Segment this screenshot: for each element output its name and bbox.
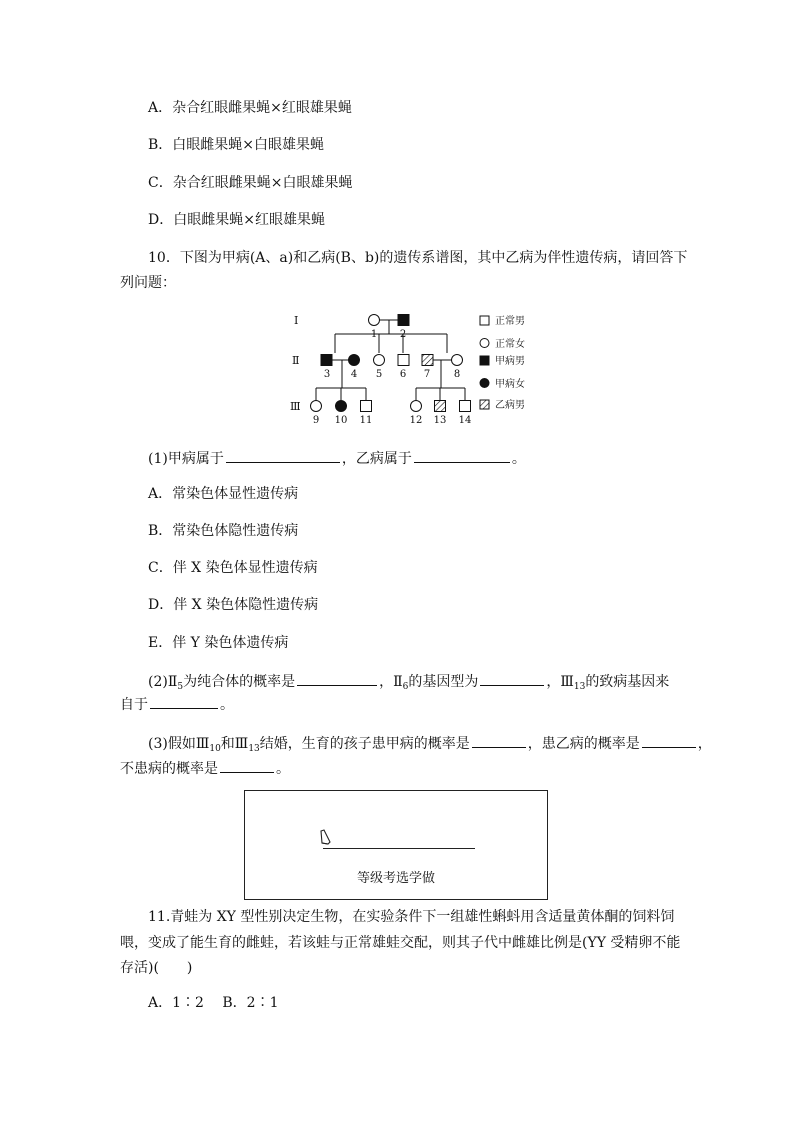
gen-label-1: Ⅰ <box>294 314 299 327</box>
id-2: 2 <box>399 329 407 340</box>
pedigree-diagram <box>280 306 540 428</box>
q9-option-d: D．白眼雌果蝇×红眼雄果蝇 <box>148 212 325 228</box>
person-7 <box>422 355 433 366</box>
id-3: 3 <box>323 369 331 380</box>
person-14 <box>460 401 471 412</box>
person-1 <box>369 315 380 326</box>
q10-part3-line1: (3)假如$Ⅲ_{10}$和$Ⅲ_{13}$结婚，生育的孩子患甲病的概率是 ，患乙病的概率是 ， <box>148 733 712 754</box>
person-11 <box>361 401 372 412</box>
q10-stem-line1: 10．下图为甲病(A、a)和乙病(B、b)的遗传系谱图，其中乙病为伴性遗传病，请回答下 <box>148 250 688 266</box>
legend-disease-a-female: 甲病女 <box>495 379 525 390</box>
person-10 <box>336 401 347 412</box>
id-9: 9 <box>312 415 320 426</box>
id-4: 4 <box>350 369 358 380</box>
section-title: 等级考选学做 <box>356 871 435 886</box>
id-1: 1 <box>370 329 378 340</box>
id-8: 8 <box>453 369 461 380</box>
q11-line2: 喂，变成了能生育的雌蛙，若该蛙与正常雄蛙交配，则其子代中雌雄比例是(YY 受精卵不能 <box>120 935 681 951</box>
pencil-icon <box>319 829 333 847</box>
answer-blank[interactable] <box>480 671 544 686</box>
q11-options: A．1∶2 B．2∶1 <box>148 995 279 1011</box>
id-12: 12 <box>409 415 423 426</box>
q11-line1: 11.青蛙为 XY 型性别决定生物，在实验条件下一组雄性蝌蚪用含适量黄体酮的饲料饲 <box>148 909 675 925</box>
q10-option-e: E．伴 Y 染色体遗传病 <box>148 635 289 651</box>
q10-option-b: B．常染色体隐性遗传病 <box>148 523 299 539</box>
legend-disease-a-female-symbol <box>480 379 489 388</box>
q9-option-b: B．白眼雌果蝇×白眼雄果蝇 <box>148 137 325 153</box>
gen-label-2: Ⅱ <box>292 354 300 367</box>
q9-option-a: A．杂合红眼雌果蝇×红眼雄果蝇 <box>148 100 352 116</box>
answer-blank[interactable] <box>642 733 696 748</box>
person-3 <box>321 355 332 366</box>
legend-disease-a-male: 甲病男 <box>495 356 525 367</box>
person-2 <box>398 315 409 326</box>
answer-blank[interactable] <box>297 671 377 686</box>
legend-normal-male: 正常男 <box>495 316 525 327</box>
legend-disease-b-male-symbol <box>480 400 489 409</box>
q10-option-d: D．伴 X 染色体隐性遗传病 <box>148 597 319 613</box>
q10-option-c: C．伴 X 染色体显性遗传病 <box>148 560 318 576</box>
answer-blank[interactable] <box>472 733 526 748</box>
person-13 <box>435 401 446 412</box>
q10-part1: (1)甲病属于 ，乙病属于 。 <box>148 448 526 469</box>
person-9 <box>311 401 322 412</box>
legend-normal-male-symbol <box>480 316 489 325</box>
person-8 <box>452 355 463 366</box>
person-4 <box>349 355 360 366</box>
id-7: 7 <box>423 369 431 380</box>
q10-stem-line2: 列问题： <box>120 275 176 291</box>
id-5: 5 <box>375 369 383 380</box>
legend-disease-a-male-symbol <box>480 356 489 365</box>
id-14: 14 <box>458 415 472 426</box>
person-5 <box>374 355 385 366</box>
legend-disease-b-male: 乙病男 <box>495 400 525 411</box>
q10-option-a: A．常染色体显性遗传病 <box>148 486 299 502</box>
q10-part2-line1: $(2)Ⅱ_5$为纯合体的概率是 ，$Ⅱ_6$的基因型为 ，$Ⅲ_{13}$的致病基因来 <box>148 671 669 692</box>
gen-label-3: Ⅲ <box>290 400 301 413</box>
q10-part2-line2: 自于 。 <box>120 694 234 715</box>
answer-blank[interactable] <box>226 448 340 463</box>
person-12 <box>411 401 422 412</box>
id-13: 13 <box>433 415 447 426</box>
id-6: 6 <box>399 369 407 380</box>
q10-part3-line2: 不患病的概率是 。 <box>120 758 290 779</box>
section-underline <box>323 848 475 849</box>
section-header-box <box>244 790 548 900</box>
id-11: 11 <box>359 415 373 426</box>
answer-blank[interactable] <box>220 758 274 773</box>
legend-normal-female-symbol <box>480 339 489 348</box>
person-6 <box>398 355 409 366</box>
q9-option-c: C．杂合红眼雌果蝇×白眼雄果蝇 <box>148 175 353 191</box>
q11-line3: 存活)( ) <box>120 960 193 976</box>
id-10: 10 <box>334 415 348 426</box>
answer-blank[interactable] <box>150 694 218 709</box>
legend-normal-female: 正常女 <box>495 339 525 350</box>
answer-blank[interactable] <box>414 448 510 463</box>
